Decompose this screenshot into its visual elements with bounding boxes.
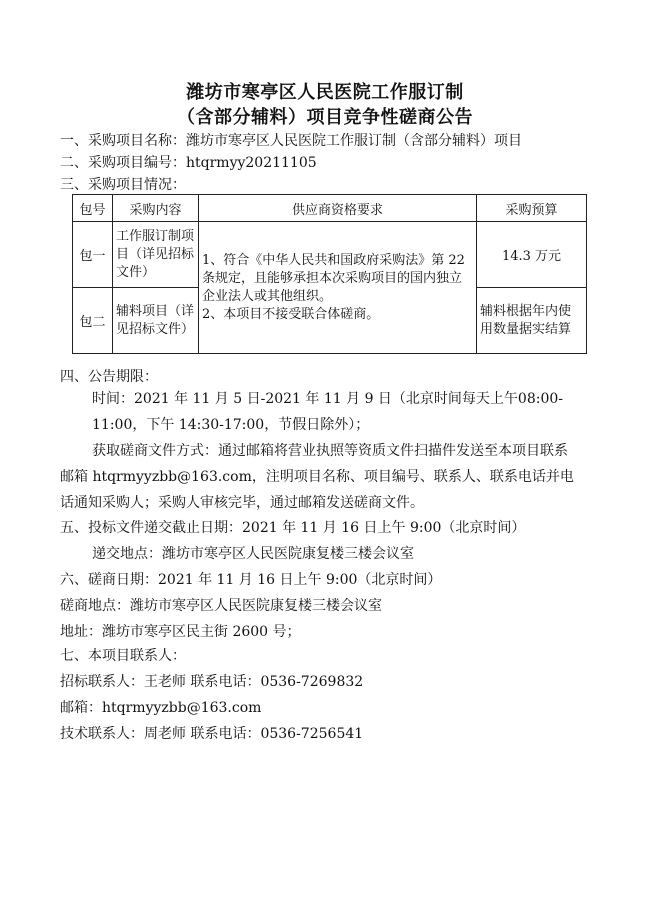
package-cell: 包二: [73, 288, 113, 354]
content-cell: 工作服订制项目（详见招标文件）: [113, 222, 199, 288]
section-contacts: 七、本项目联系人：: [60, 648, 186, 664]
section-consult-date: 六、磋商日期：2021 年 11 月 16 日上午 9:00（北京时间）: [60, 572, 442, 588]
table-row: [73, 222, 587, 288]
contact-email: 邮箱：htqrmyyzbb@163.com: [60, 700, 262, 716]
header-package: 包号: [73, 195, 113, 222]
section-project-name: 一、采购项目名称：潍坊市寒亭区人民医院工作服订制（含部分辅料）项目: [60, 133, 522, 149]
content-cell: 辅料项目（详见招标文件）: [113, 288, 199, 354]
consult-address: 地址：潍坊市寒亭区民主街 2600 号；: [60, 624, 301, 640]
section-deadline: 五、投标文件递交截止日期：2021 年 11 月 16 日上午 9:00（北京时间）: [60, 520, 526, 536]
procurement-table: [72, 194, 587, 354]
qualification-cell: 1、符合《中华人民共和国政府采购法》第 22 条规定，且能够承担本次采购项目的国内独立企业法人或其他组织。 2、本项目不接受联合体磋商。: [199, 222, 477, 354]
notice-time-text: 时间：2021 年 11 月 5 日-2021 年 11 月 9 日（北京时间每天上午08:00-11:00，下午 14:30-17:00，节假日除外）；: [92, 391, 564, 433]
consult-place: 磋商地点：潍坊市寒亭区人民医院康复楼三楼会议室: [60, 598, 382, 614]
title-line-1: 潍坊市寒亭区人民医院工作服订制: [186, 82, 464, 103]
header-budget: 采购预算: [477, 195, 587, 222]
tech-contact: 技术联系人：周老师 联系电话：0536-7256541: [60, 726, 364, 742]
notice-method: [60, 438, 580, 516]
table-header-row: [73, 195, 587, 222]
section-project-number: 二、采购项目编号：htqrmyy20211105: [60, 155, 317, 171]
notice-time: [60, 386, 572, 438]
budget-cell: 辅料根据年内使用数量据实结算: [477, 288, 587, 354]
bid-contact: 招标联系人：王老师 联系电话：0536-7269832: [60, 674, 364, 690]
submit-place: 递交地点：潍坊市寒亭区人民医院康复楼三楼会议室: [92, 546, 414, 562]
title-line-2: （含部分辅料）项目竞争性磋商公告: [177, 107, 473, 128]
budget-cell: 14.3 万元: [477, 222, 587, 288]
section-project-info: 三、采购项目情况：: [60, 177, 186, 193]
header-content: 采购内容: [113, 195, 199, 222]
header-qualification: 供应商资格要求: [199, 195, 477, 222]
notice-method-text: 获取磋商文件方式：通过邮箱将营业执照等资质文件扫描件发送至本项目联系邮箱 htqrmyyzbb@163.com，注明项目名称、项目编号、联系人、联系电话并电话通知采购人；采购人审核完毕，通过邮箱发送磋商文件。: [60, 443, 574, 511]
section-notice-period: 四、公告期限：: [60, 369, 158, 385]
package-cell: 包一: [73, 222, 113, 288]
